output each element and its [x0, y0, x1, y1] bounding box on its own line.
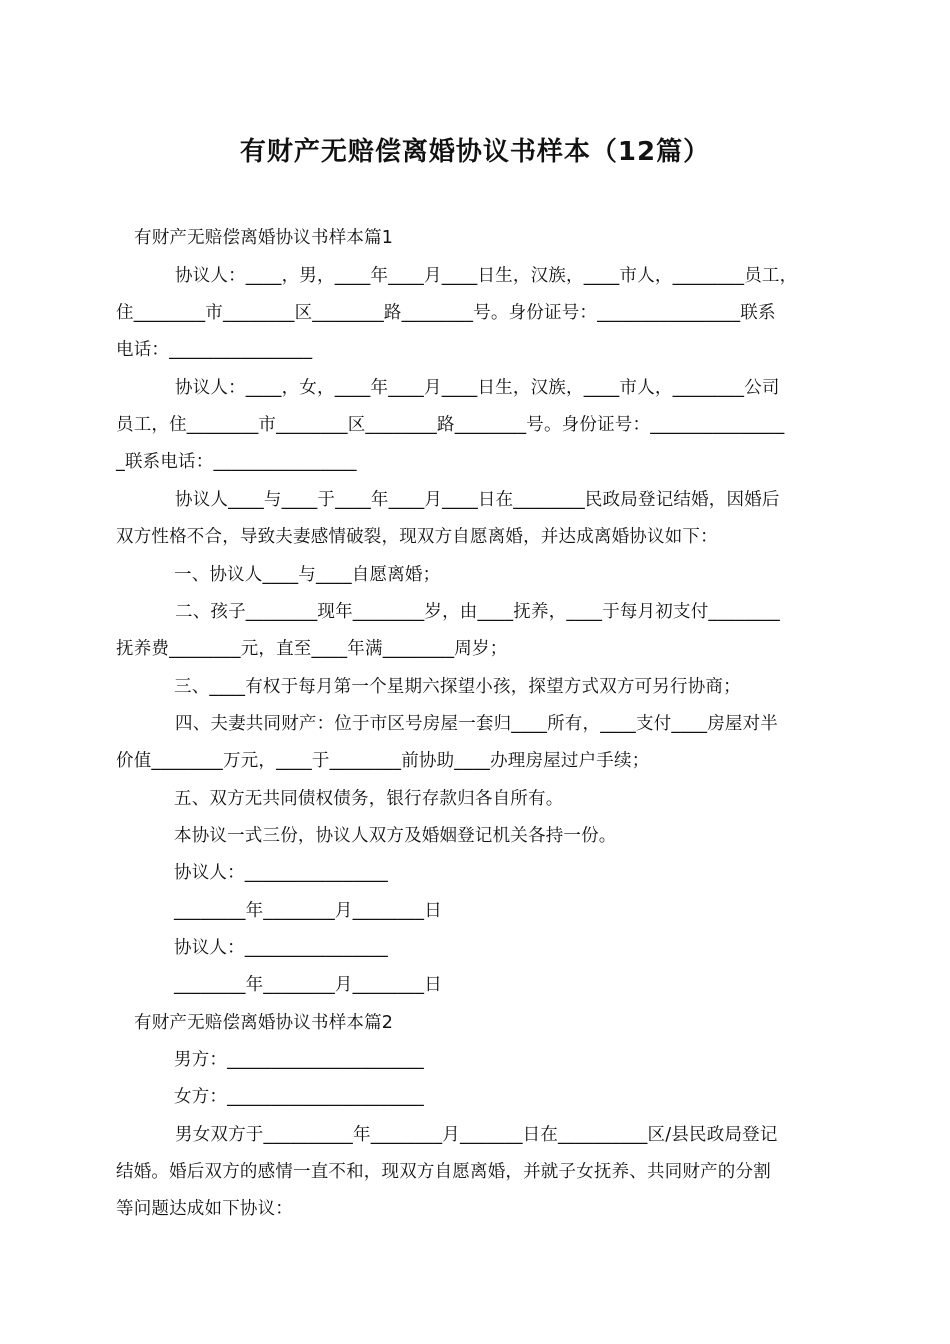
signature-line: 协议人：________________ — [174, 938, 388, 958]
paragraph-line: 男女双方于__________年________月_______日在__________区/县民政局登记 — [175, 1125, 778, 1145]
clause-line: 四、夫妻共同财产：位于市区号房屋一套归____所有，____支付____房屋对半 — [175, 714, 778, 734]
paragraph-line: _联系电话：________________ — [116, 452, 357, 472]
date-line: ________年________月________日 — [174, 975, 442, 995]
clause-line: 价值________万元，____于________前协助____办理房屋过户手续； — [116, 751, 650, 771]
paragraph-line: 本协议一式三份，协议人双方及婚姻登记机关各持一份。 — [174, 826, 617, 846]
paragraph-line: 双方性格不合，导致夫妻感情破裂，现双方自愿离婚，并达成离婚协议如下： — [116, 527, 718, 547]
clause-line: 五、双方无共同债权债务，银行存款归各自所有。 — [174, 789, 564, 809]
clause-line: 抚养费________元，直至____年满________周岁； — [116, 639, 508, 659]
paragraph-line: 等问题达成如下协议： — [116, 1199, 293, 1219]
date-line: ________年________月________日 — [174, 901, 442, 921]
section-heading-1: 有财产无赔偿离婚协议书样本篇1 — [134, 228, 394, 248]
paragraph-line: 协议人：____，男，____年____月____日生，汉族，____市人，________员工， — [175, 266, 798, 286]
clause-line: 三、____有权于每月第一个星期六探望小孩，探望方式双方可另行协商； — [174, 677, 741, 697]
signature-line: 协议人：________________ — [174, 863, 388, 883]
section-heading-2: 有财产无赔偿离婚协议书样本篇2 — [134, 1013, 394, 1033]
document-title: 有财产无赔偿离婚协议书样本（12篇） — [239, 137, 711, 167]
paragraph-line: 住________市________区________路________号。身份证号：________________联系 — [116, 303, 776, 323]
party-line: 女方：______________________ — [174, 1087, 424, 1107]
paragraph-line: 协议人____与____于____年____月____日在________民政局登记结婚，因婚后 — [175, 490, 780, 510]
paragraph-line: 协议人：____，女，____年____月____日生，汉族，____市人，________公司 — [175, 378, 780, 398]
clause-line: 二、孩子________现年________岁，由____抚养，____于每月初支付________ — [175, 602, 780, 622]
paragraph-line: 员工，住________市________区________路________号。身份证号：_______________ — [116, 415, 785, 435]
paragraph-line: 电话：________________ — [116, 340, 313, 360]
paragraph-line: 结婚。婚后双方的感情一直不和，现双方自愿离婚，并就子女抚养、共同财产的分割 — [116, 1162, 771, 1182]
party-line: 男方：______________________ — [174, 1050, 424, 1070]
clause-line: 一、协议人____与____自愿离婚； — [174, 565, 441, 585]
